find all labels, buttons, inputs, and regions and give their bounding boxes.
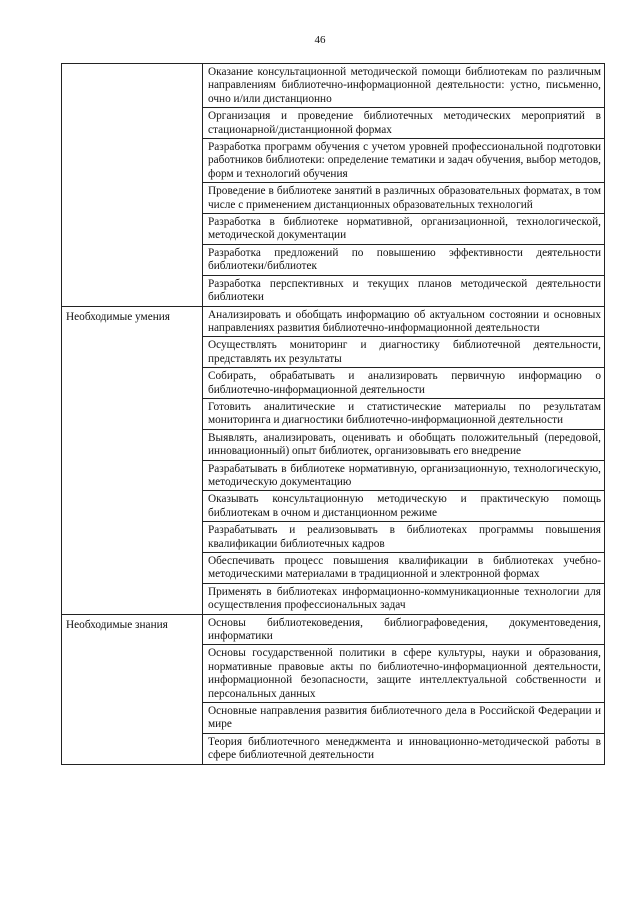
list-item: Разработка программ обучения с учетом уровней профессиональной подготовки работников библиотеки: определение тематики и задач обучения, выбор методов, форм и технологий обучения bbox=[203, 139, 604, 183]
list-item: Оказывать консультационную методическую и практическую помощь библиотекам в очном и дистанционном режиме bbox=[203, 491, 604, 522]
table-row-skills bbox=[62, 306, 605, 614]
row-label bbox=[62, 64, 203, 307]
list-item: Обеспечивать процесс повышения квалификации в библиотеках учебно-методическими материалами в традиционной и электронной формах bbox=[203, 553, 604, 584]
list-item: Осуществлять мониторинг и диагностику библиотечной деятельности, представлять их результаты bbox=[203, 337, 604, 368]
page-number: 46 bbox=[314, 34, 326, 46]
list-item: Применять в библиотеках информационно-коммуникационные технологии для осуществления профессиональных задач bbox=[208, 585, 601, 612]
list-item: Готовить аналитические и статистические материалы по результатам мониторинга и диагностики библиотечно-информационной деятельности bbox=[203, 399, 604, 430]
list-item: Теория библиотечного менеджмента и инновационно-методической работы в сфере библиотечной деятельности bbox=[208, 735, 601, 762]
list-item: Основы государственной политики в сфере культуры, науки и образования, нормативные правовые акты по библиотечно-информационной деятельности, информационной безопасности, защите интеллектуальной собственности и персональных данных bbox=[203, 645, 604, 703]
row-label: Необходимые умения bbox=[62, 306, 203, 614]
content-cell bbox=[203, 614, 605, 764]
list-item: Выявлять, анализировать, оценивать и обобщать положительный (передовой, инновационный) опыт библиотек, организовывать его внедрение bbox=[203, 430, 604, 461]
list-item: Основные направления развития библиотечного дела в Российской Федерации и мире bbox=[203, 703, 604, 734]
list-item: Собирать, обрабатывать и анализировать первичную информацию о библиотечно-информационной деятельности bbox=[203, 368, 604, 399]
list-item: Разработка перспективных и текущих планов методической деятельности библиотеки bbox=[208, 277, 601, 304]
list-item: Разрабатывать и реализовывать в библиотеках программы повышения квалификации библиотечных кадров bbox=[203, 522, 604, 553]
row-label: Необходимые знания bbox=[62, 614, 203, 764]
list-item: Разработка в библиотеке нормативной, организационной, технологической, методической документации bbox=[203, 214, 604, 245]
list-item: Проведение в библиотеке занятий в различных образовательных форматах, в том числе с применением дистанционных образовательных технологий bbox=[203, 183, 604, 214]
list-item: Анализировать и обобщать информацию об актуальном состоянии и основных направлениях развития библиотечно-информационной деятельности bbox=[203, 307, 604, 338]
content-cell bbox=[203, 306, 605, 614]
list-item: Основы библиотековедения, библиографоведения, документоведения, информатики bbox=[203, 615, 604, 646]
requirements-table bbox=[61, 63, 605, 765]
content-cell bbox=[203, 64, 605, 307]
list-item: Оказание консультационной методической помощи библиотекам по различным направлениям библиотечно-информационной деятельности: устно, письменно, очно и/или дистанционно bbox=[203, 64, 604, 108]
table-row-work-actions bbox=[62, 64, 605, 307]
table-row-knowledge bbox=[62, 614, 605, 764]
list-item: Разработка предложений по повышению эффективности деятельности библиотеки/библиотек bbox=[203, 245, 604, 276]
list-item: Организация и проведение библиотечных методических мероприятий в стационарной/дистанционной формах bbox=[203, 108, 604, 139]
list-item: Разрабатывать в библиотеке нормативную, организационную, технологическую, методическую документацию bbox=[203, 461, 604, 492]
